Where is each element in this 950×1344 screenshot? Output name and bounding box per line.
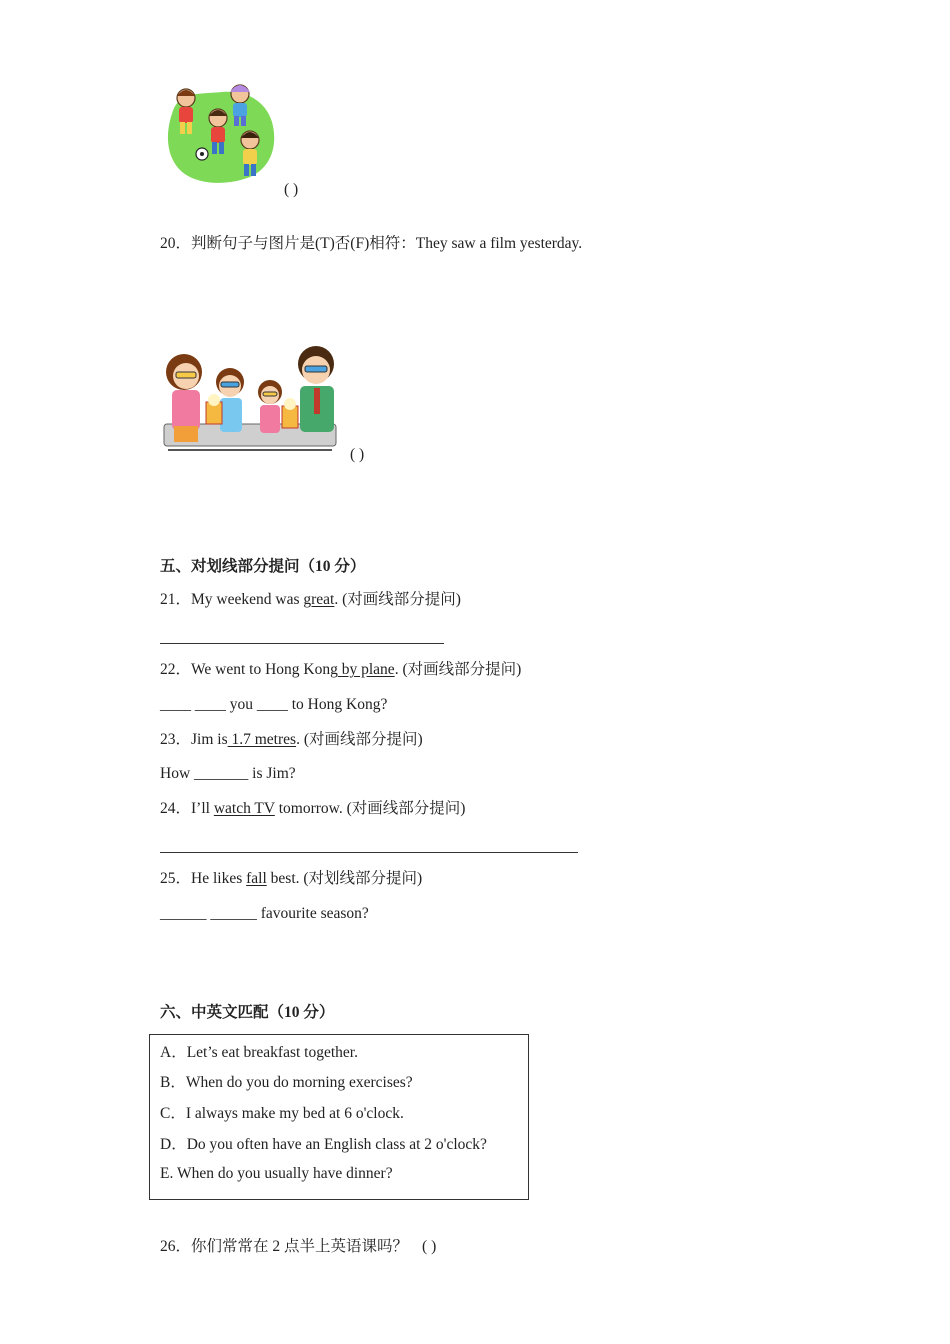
child-1 [206,368,244,432]
q25-text-post: best. (对划线部分提问) [266,870,423,887]
q23-number: 23． [160,731,192,748]
kids-playing-football-illustration [160,78,280,190]
option-b: B．When do you do morning exercises? [160,1074,413,1091]
q24-number: 24． [160,800,192,817]
q25-underlined: fall [246,870,267,887]
q21-answer-line[interactable] [160,643,444,644]
q20-answer-paren[interactable]: ( ) [350,446,365,463]
q23-text-post: . (对画线部分提问) [296,731,423,748]
q24-answer-line[interactable] [160,852,578,853]
q22-text-post: . (对画线部分提问) [394,661,522,678]
q22-text-pre: We went to Hong Kong [191,661,338,678]
q25-text-pre: He likes [191,870,247,887]
option-a: A．Let’s eat breakfast together. [160,1044,358,1061]
q22-answer[interactable]: ____ ____ you ____ to Hong Kong? [160,696,388,713]
football-icon [196,148,208,160]
child-2 [258,380,298,433]
q20-prompt: 判断句子与图片是(T)否(F)相符：They saw a film yesterday. [191,235,583,252]
q22-number: 22． [160,661,192,678]
q19-answer-paren[interactable]: ( ) [284,181,299,198]
option-c: C．I always make my bed at 6 o'clock. [160,1105,404,1122]
q24-text-post: tomorrow. (对画线部分提问) [274,800,466,817]
q24-line [160,799,465,819]
q23-answer[interactable]: How _______ is Jim? [160,765,296,782]
q21-line [160,590,461,610]
q25-answer[interactable]: ______ ______ favourite season? [160,905,369,922]
q22-underlined: by plane [337,661,395,678]
matching-options-box [149,1034,529,1200]
q23-text-pre: Jim is [191,731,228,748]
q20-number: 20． [160,235,192,252]
q25-number: 25． [160,870,192,887]
q26-line [160,1237,436,1257]
option-d: D．Do you often have an English class at 2 o'clock? [160,1136,487,1153]
option-e: E. When do you usually have dinner? [160,1165,393,1182]
q24-underlined: watch TV [213,800,275,817]
q24-text-pre: I’ll [191,800,214,817]
q21-text-pre: My weekend was [191,591,304,608]
q20-line [160,234,582,254]
q21-text-post: . (对画线部分提问) [334,591,461,608]
q26-prompt: 你们常常在 2 点半上英语课吗？ [191,1238,409,1255]
family-cinema-illustration [158,338,342,458]
section5-heading: 五、对划线部分提问（10 分） [160,558,366,575]
q22-line [160,660,521,680]
q21-underlined: great [303,591,335,608]
q23-line [160,730,423,750]
section6-heading: 六、中英文匹配（10 分） [160,1004,335,1021]
q26-number: 26． [160,1238,192,1255]
q23-underlined: 1.7 metres [227,731,297,748]
q25-line [160,869,422,889]
father [298,346,334,432]
q26-answer-paren[interactable]: ( ) [422,1238,437,1255]
q21-number: 21． [160,591,192,608]
